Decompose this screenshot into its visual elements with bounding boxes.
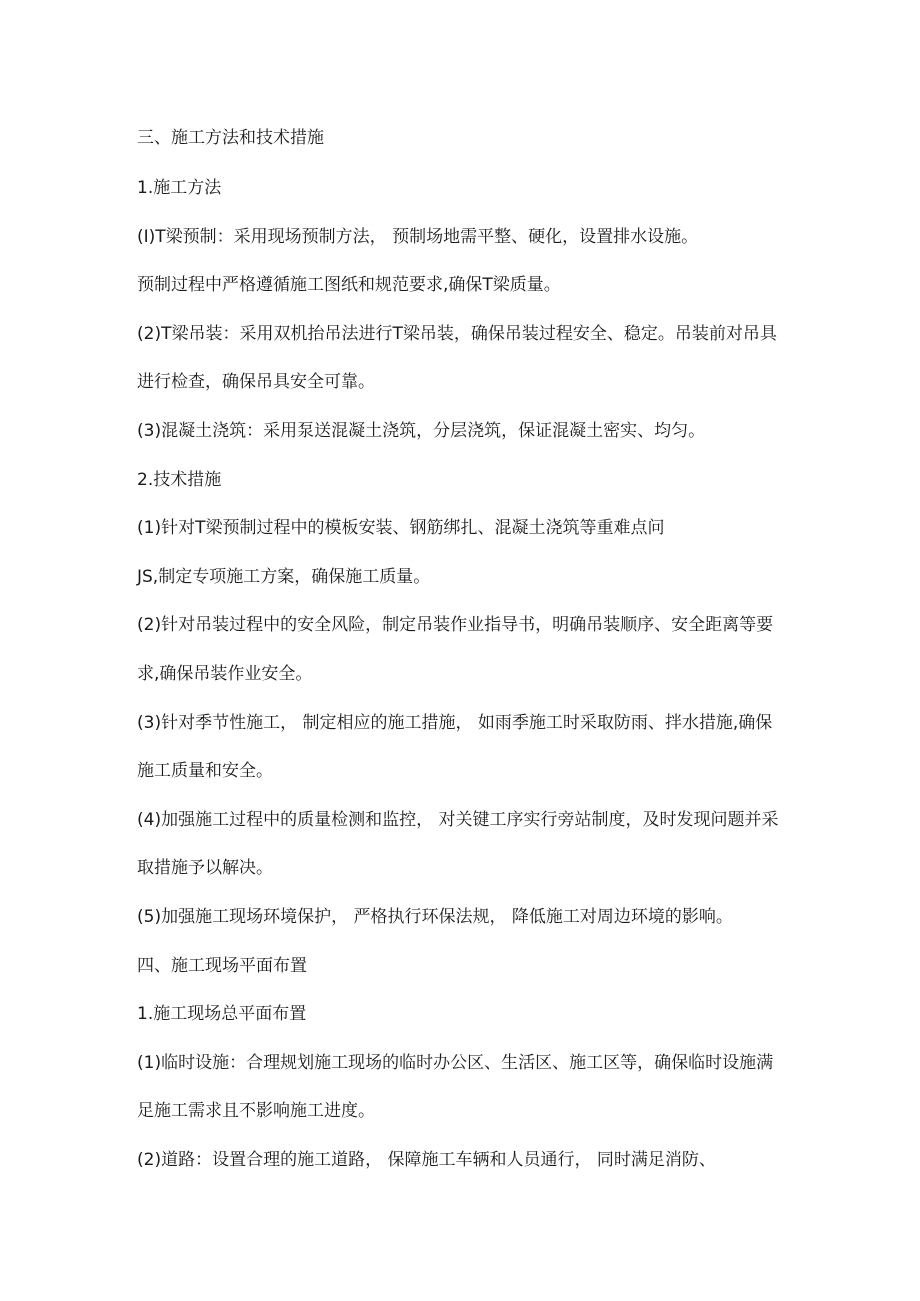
paragraph-line: (3)混凝土浇筑：采用泵送混凝土浇筑，分层浇筑，保证混凝土密实、均匀。	[137, 421, 706, 441]
paragraph-line: (2)T梁吊装：采用双机抬吊法进行T梁吊装，确保吊装过程安全、稳定。吊装前对吊具	[137, 324, 777, 344]
paragraph-line: 施工质量和安全。	[137, 761, 273, 781]
section-heading: 四、施工现场平面布置	[137, 956, 307, 976]
paragraph-line: 足施工需求且不影响施工进度。	[137, 1101, 375, 1121]
paragraph-line: (4)加强施工过程中的质量检测和监控， 对关键工序实行旁站制度，及时发现问题并采	[137, 810, 779, 830]
paragraph-line: (1)针对T梁预制过程中的模板安装、钢筋绑扎、混凝土浇筑等重难点问	[137, 518, 665, 538]
paragraph-line: (5)加强施工现场环境保护， 严格执行环保法规， 降低施工对周边环境的影响。	[137, 907, 733, 927]
paragraph-line: (2)针对吊装过程中的安全风险，制定吊装作业指导书，明确吊装顺序、安全距离等要	[137, 615, 774, 635]
paragraph-line: (2)道路：设置合理的施工道路， 保障施工车辆和人员通行， 同时满足消防、	[137, 1150, 716, 1170]
subsection-heading: 1.施工现场总平面布置	[137, 1004, 307, 1024]
paragraph-line: (3)针对季节性施工， 制定相应的施工措施， 如雨季施工时采取防雨、拌水措施,确保	[137, 713, 773, 733]
paragraph-line: JS,制定专项施工方案，确保施工质量。	[137, 567, 431, 587]
paragraph-line: 进行检查，确保吊具安全可靠。	[137, 372, 375, 392]
subsection-heading: 2.技术措施	[137, 470, 222, 490]
paragraph-line: (1)临时设施：合理规划施工现场的临时办公区、生活区、施工区等，确保临时设施满	[137, 1053, 774, 1073]
paragraph-line: 预制过程中严格遵循施工图纸和规范要求,确保T梁质量。	[137, 275, 561, 295]
subsection-heading: 1.施工方法	[137, 178, 222, 198]
paragraph-line: 求,确保吊装作业安全。	[137, 664, 313, 684]
paragraph-line: 取措施予以解决。	[137, 858, 273, 878]
paragraph-line: (I)T梁预制：采用现场预制方法， 预制场地需平整、硬化，设置排水设施。	[137, 227, 699, 247]
section-heading: 三、施工方法和技术措施	[137, 128, 324, 148]
